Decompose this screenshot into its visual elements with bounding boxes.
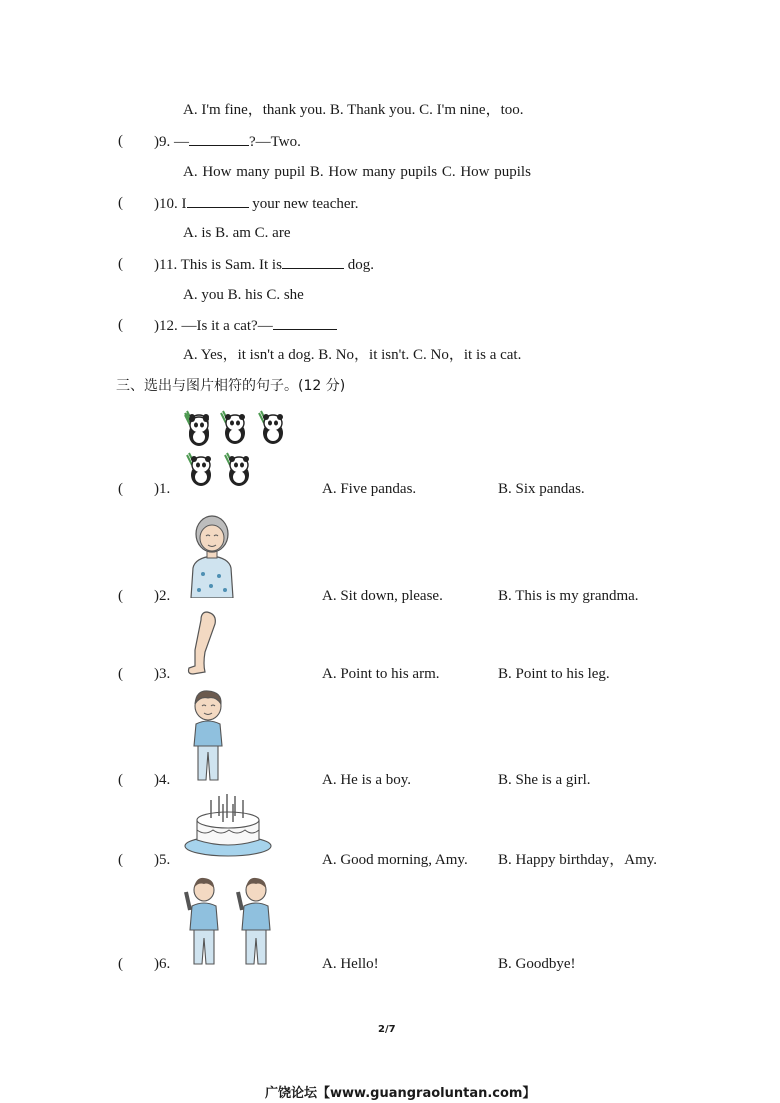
item1-option-a: A. Five pandas. <box>322 481 417 497</box>
item3-answer-paren[interactable]: ( <box>118 666 123 682</box>
item6-option-b: B. Goodbye! <box>498 956 576 972</box>
q10-number: )10. I <box>154 196 187 212</box>
q8-options: A. I'm fine，thank you. B. Thank you. C. I'm nine，too. <box>183 102 524 118</box>
item5-number: )5. <box>154 852 171 868</box>
q10-options: A. is B. am C. are <box>183 225 291 241</box>
footer-site-link[interactable]: 广饶论坛【www.guangraoluntan.com】 <box>265 1086 536 1101</box>
q12-answer-paren[interactable]: ( <box>118 317 123 333</box>
item4-option-a: A. He is a boy. <box>322 772 412 788</box>
q10-answer-paren[interactable]: ( <box>118 195 123 211</box>
q11-tail: dog. <box>343 257 374 273</box>
q12-blank[interactable] <box>273 315 337 330</box>
item2-option-a: A. Sit down, please. <box>322 588 443 604</box>
item1-answer-paren[interactable]: ( <box>118 481 123 497</box>
item6-answer-paren[interactable]: ( <box>118 956 123 972</box>
q10-tail: your new teacher. <box>248 196 359 212</box>
q11-number: )11. This is Sam. It is <box>154 257 282 273</box>
item6-option-a: A. Hello! <box>322 956 379 972</box>
grandma-picture <box>183 512 241 598</box>
q11-answer-paren[interactable]: ( <box>118 256 123 272</box>
item5-option-a: A. Good morning, Amy. <box>322 852 468 868</box>
leg-picture <box>183 610 223 678</box>
item4-option-b: B. She is a girl. <box>498 772 591 788</box>
item1-option-b: B. Six pandas. <box>498 481 585 497</box>
item1-number: )1. <box>154 481 171 497</box>
item3-option-a: A. Point to his arm. <box>322 666 440 682</box>
q9-tail: ?—Two. <box>249 134 301 150</box>
item6-number: )6. <box>154 956 171 972</box>
item3-option-b: B. Point to his leg. <box>498 666 610 682</box>
item4-answer-paren[interactable]: ( <box>118 772 123 788</box>
item5-option-b: B. Happy birthday，Amy. <box>498 852 658 868</box>
q9-answer-paren[interactable]: ( <box>118 133 123 149</box>
item2-answer-paren[interactable]: ( <box>118 588 123 604</box>
item3-number: )3. <box>154 666 171 682</box>
q9-number: )9. — <box>154 134 189 150</box>
waving-boys-picture <box>184 876 284 968</box>
q12-options: A. Yes，it isn't a dog. B. No，it isn't. C. No，it is a cat. <box>183 347 522 363</box>
section3-heading: 三、选出与图片相符的句子。(12 分) <box>116 378 346 394</box>
item4-number: )4. <box>154 772 171 788</box>
q12-question <box>154 315 337 336</box>
q9-blank[interactable] <box>189 131 249 146</box>
birthday-cake-picture <box>183 790 273 860</box>
q10-question <box>154 193 358 214</box>
q10-blank[interactable] <box>187 193 249 208</box>
page-number: 2/7 <box>378 1024 396 1035</box>
boy-picture <box>186 688 230 784</box>
q11-question <box>154 254 374 275</box>
pandas-picture <box>183 409 295 493</box>
q9-options: A. How many pupil B. How many pupils C. How pupils <box>183 164 531 180</box>
waving-boy-icon <box>186 878 218 964</box>
q11-blank[interactable] <box>282 254 344 269</box>
item2-number: )2. <box>154 588 171 604</box>
item2-option-b: B. This is my grandma. <box>498 588 639 604</box>
item5-answer-paren[interactable]: ( <box>118 852 123 868</box>
q9-question <box>154 131 301 152</box>
q11-options: A. you B. his C. she <box>183 287 304 303</box>
q12-number: )12. —Is it a cat?— <box>154 318 273 334</box>
